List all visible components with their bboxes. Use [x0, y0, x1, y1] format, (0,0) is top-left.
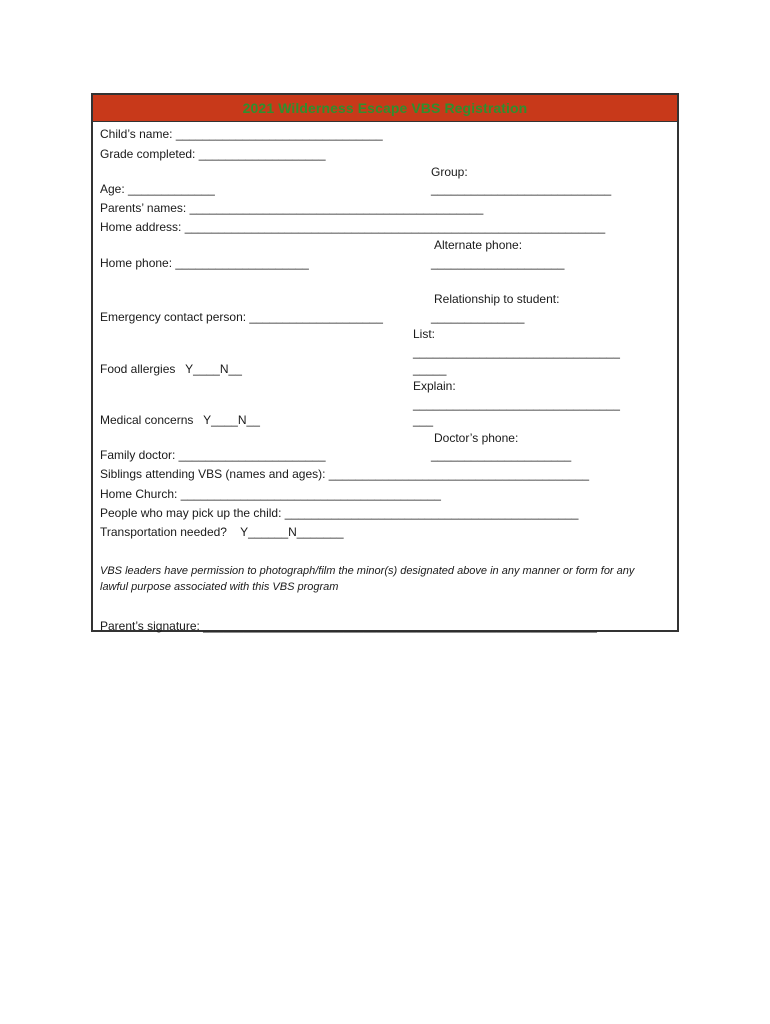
food-allergies-field[interactable]: Food allergies Y____N__	[100, 362, 242, 376]
relationship-label: Relationship to student:	[434, 292, 560, 306]
doctor-phone-field[interactable]: _____________________	[431, 448, 572, 462]
explain-field-continued[interactable]: ___	[413, 413, 434, 427]
relationship-field[interactable]: ______________	[431, 310, 525, 324]
alternate-phone-label: Alternate phone:	[434, 238, 523, 252]
grade-completed-field[interactable]: Grade completed: ___________________	[100, 147, 326, 161]
group-field[interactable]: ___________________________	[431, 182, 612, 196]
form-title: 2021 Wilderness Escape VBS Registration	[93, 95, 677, 122]
pickup-field[interactable]: People who may pick up the child: ____________________________________________	[100, 506, 579, 520]
home-address-field[interactable]: Home address: _______________________________________________________________	[100, 220, 606, 234]
transportation-field[interactable]: Transportation needed? Y______N_______	[100, 525, 344, 539]
registration-form	[91, 93, 679, 632]
family-doctor-field[interactable]: Family doctor: ______________________	[100, 448, 326, 462]
alternate-phone-field[interactable]: ____________________	[431, 256, 565, 270]
permission-statement-line2: lawful purpose associated with this VBS program	[100, 581, 339, 593]
parent-signature-field[interactable]: Parent’s signature: ___________________________________________________________	[100, 619, 597, 633]
home-church-field[interactable]: Home Church: _______________________________________	[100, 487, 441, 501]
explain-label: Explain:	[413, 379, 456, 393]
list-field-continued[interactable]: _____	[413, 362, 447, 376]
child-name-field[interactable]: Child’s name: _______________________________	[100, 127, 383, 141]
explain-field[interactable]: _______________________________	[413, 397, 620, 411]
siblings-field[interactable]: Siblings attending VBS (names and ages): _______________________________________	[100, 467, 590, 481]
list-field[interactable]: _______________________________	[413, 345, 620, 359]
permission-statement-line1: VBS leaders have permission to photograph/film the minor(s) designated above in any manner or form for any	[100, 565, 635, 577]
age-field[interactable]: Age: _____________	[100, 182, 215, 196]
doctor-phone-label: Doctor’s phone:	[434, 431, 519, 445]
list-label: List:	[413, 327, 436, 341]
emergency-contact-field[interactable]: Emergency contact person: ____________________	[100, 310, 383, 324]
parents-names-field[interactable]: Parents’ names: ____________________________________________	[100, 201, 484, 215]
group-label: Group:	[431, 165, 468, 179]
home-phone-field[interactable]: Home phone: ____________________	[100, 256, 309, 270]
medical-concerns-field[interactable]: Medical concerns Y____N__	[100, 413, 260, 427]
